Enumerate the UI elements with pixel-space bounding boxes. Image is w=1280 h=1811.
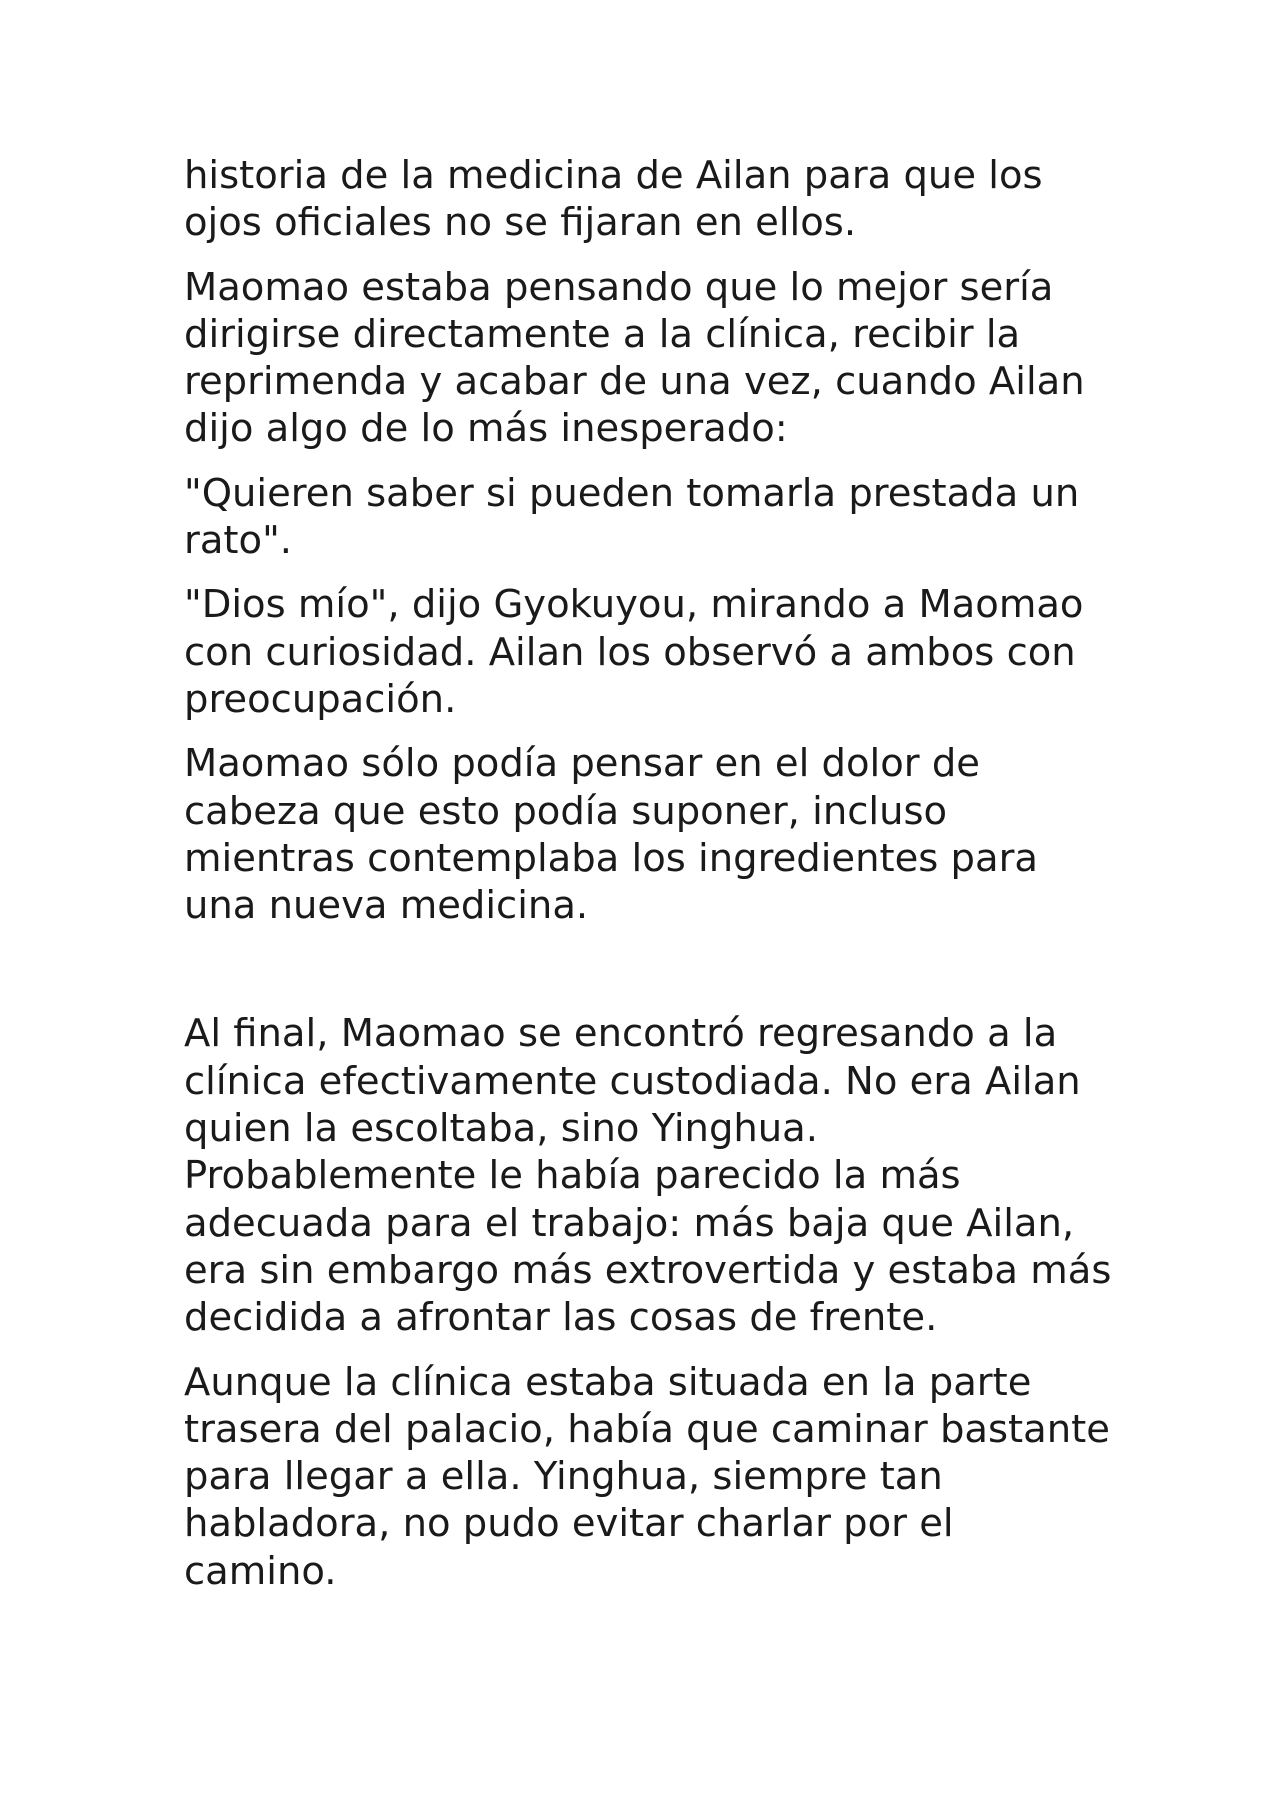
paragraph: Maomao sólo podía pensar en el dolor de cabeza que esto podía suponer, incluso mientras contemplaba los ingredientes para una nueva medicina.: [184, 741, 1039, 929]
paragraph: Aunque la clínica estaba situada en la parte trasera del palacio, había que caminar bastante para llegar a ella. Yinghua, siempre tan habladora, no pudo evitar charlar por el camino.: [184, 1359, 1110, 1594]
body-text: [184, 152, 1114, 1612]
paragraph: "Quieren saber si pueden tomarla prestada un rato".: [184, 470, 1080, 564]
paragraph: Al final, Maomao se encontró regresando a la clínica efectivamente custodiada. No era Ailan quien la escoltaba, sino Yinghua. Probablemente le había parecido la más adecuada para el trabajo: más baja que Ailan, era sin embargo más extrovertida y estaba más decidida a afrontar las cosas de frente.: [184, 1011, 1112, 1341]
paragraph: Maomao estaba pensando que lo mejor sería dirigirse directamente a la clínica, recibir la reprimenda y acabar de una vez, cuando Ailan dijo algo de lo más inesperado:: [184, 264, 1085, 452]
section-break: [184, 946, 1114, 1010]
paragraph: historia de la medicina de Ailan para que los ojos oficiales no se fijaran en ellos.: [184, 153, 1043, 246]
paragraph: "Dios mío", dijo Gyokuyou, mirando a Maomao con curiosidad. Ailan los observó a ambos con preocupación.: [184, 582, 1084, 722]
